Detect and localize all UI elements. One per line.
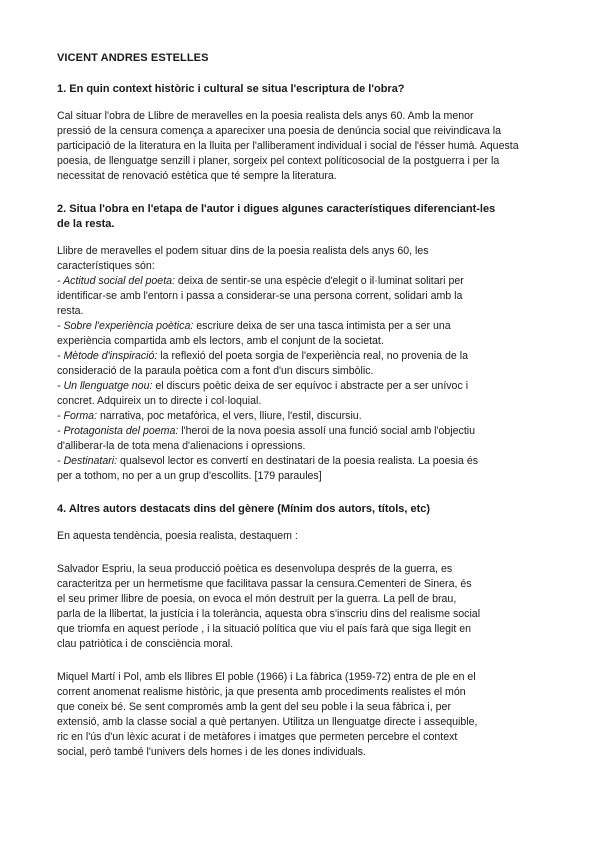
- characteristic-label: - Actitud social del poeta:: [57, 275, 175, 287]
- characteristic-continuation: resta.: [57, 305, 84, 317]
- characteristic-text: la reflexió del poeta sorgia de l'experiència real, no provenia de la: [157, 350, 468, 362]
- characteristic-text: narrativa, poc metafòrica, el vers, lliure, l'estil, discursiu.: [97, 410, 362, 422]
- heading-line: 2. Situa l'obra en l'etapa de l'autor i digues algunes característiques diferenciant-les: [57, 203, 496, 215]
- question-4-intro: En aquesta tendència, poesia realista, destaquem :: [57, 530, 298, 542]
- characteristic-item: [57, 424, 560, 439]
- characteristic-text: qualsevol lector es convertí en destinatari de la poesia realista. La poesia és: [117, 455, 479, 467]
- paragraph-line: ric en l'ús d'un lèxic acurat i de metàfores i imatges que permeten percebre el context: [57, 731, 458, 743]
- answer-line: poesia, de llenguatge senzill i planer, sorgeix pel context políticosocial de la postguerra i per la: [57, 155, 500, 167]
- paragraph-line: que triomfa en aquest període , i la situació política que viu el país farà que siga llegit en: [57, 623, 471, 635]
- characteristic-continuation: experiència compartida amb els lectors, amb el conjunt de la societat.: [57, 335, 384, 347]
- characteristic-label: - Protagonista del poema:: [57, 425, 179, 437]
- question-2-answer: [57, 244, 560, 484]
- paragraph-line: Miquel Martí i Pol, amb els llibres El poble (1966) i La fàbrica (1959-72) entra de ple en el: [57, 671, 476, 683]
- characteristic-continuation: d'alliberar-la de tota mena d'alienacions i opressions.: [57, 440, 306, 452]
- question-2-heading: [57, 202, 560, 232]
- answer-line: Cal situar l'obra de Llibre de meravelles en la poesia realista dels anys 60. Amb la menor: [57, 110, 474, 122]
- characteristic-item: [57, 409, 560, 424]
- question-1-heading: 1. En quin context històric i cultural se situa l'escriptura de l'obra?: [57, 83, 405, 95]
- characteristic-text: l'heroi de la nova poesia assolí una funció social amb l'objectiu: [178, 425, 476, 437]
- characteristic-label: - Sobre l'experiència poètica:: [57, 320, 194, 332]
- paragraph-line: Salvador Espriu, la seua producció poètica es desenvolupa després de la guerra, es: [57, 563, 453, 575]
- characteristic-item: [57, 349, 560, 364]
- characteristic-continuation: consideració de la paraula poètica com a font d'un discurs simbòlic.: [57, 365, 374, 377]
- paragraph-line: el seu primer llibre de poesia, on evoca el món destruït per la guerra. La pell de brau,: [57, 593, 457, 605]
- characteristics-list: [57, 274, 560, 484]
- characteristic-item: [57, 454, 560, 469]
- answer-line: necessitat de renovació estètica que té sempre la literatura.: [57, 170, 337, 182]
- characteristic-label: - Destinatari:: [57, 455, 118, 467]
- characteristic-text: el discurs poètic deixa de ser equívoc i abstracte per a ser unívoc i: [152, 380, 469, 392]
- intro-line: característiques són:: [57, 260, 155, 272]
- characteristic-label: - Un llenguatge nou:: [57, 380, 153, 392]
- answer-line: pressió de la censura comença a aparecixer una poesia de denúncia social que reivindicava la: [57, 125, 502, 137]
- characteristic-continuation: identificar-se amb l'entorn i passa a considerar-se una persona corrent, solidari amb la: [57, 290, 463, 302]
- characteristic-text: deixa de sentir-se una espècie d'elegit o il·luminat solitari per: [174, 275, 464, 287]
- characteristic-text: escriure deixa de ser una tasca intimista per a ser una: [193, 320, 451, 332]
- characteristic-continuation: per a tothom, no per a un grup d'escollits. [179 paraules]: [57, 470, 322, 482]
- characteristic-label: - Forma:: [57, 410, 98, 422]
- characteristic-continuation: concret. Adquireix un to directe i col·loquial.: [57, 395, 262, 407]
- paragraph-line: clau patriòtica i de consciència moral.: [57, 638, 234, 650]
- paragraph-line: parla de la llibertat, la justícia i la tolerància, aquesta obra s'inscriu dins del realisme social: [57, 608, 481, 620]
- espriu-paragraph: [57, 562, 560, 652]
- paragraph-line: extensió, amb la classe social a què pertanyen. Utilitza un llenguatge directe i assequible,: [57, 716, 478, 728]
- paragraph-line: corrent anomenat realisme històric, ja que presenta amb procediments realistes el món: [57, 686, 466, 698]
- question-1-answer: [57, 109, 560, 184]
- characteristic-label: - Mètode d'inspiració:: [57, 350, 158, 362]
- answer-line: participació de la literatura en la lluita per l'alliberament individual i social de l'ésser humà. Aquesta: [57, 140, 519, 152]
- question-4-heading: 4. Altres autors destacats dins del gènere (Mínim dos autors, títols, etc): [57, 503, 431, 515]
- document-title: VICENT ANDRES ESTELLES: [57, 52, 209, 64]
- intro-line: Llibre de meravelles el podem situar dins de la poesia realista dels anys 60, les: [57, 245, 429, 257]
- characteristic-item: [57, 274, 560, 289]
- characteristic-item: [57, 319, 560, 334]
- paragraph-line: caracteritza per un hermetisme que facilitava passar la censura.Cementeri de Sinera, és: [57, 578, 472, 590]
- marti-paragraph: [57, 670, 560, 760]
- characteristic-item: [57, 379, 560, 394]
- heading-line: de la resta.: [57, 218, 115, 230]
- paragraph-line: que coneix bé. Se sent compromés amb la gent del seu poble i la seua fàbrica i, per: [57, 701, 451, 713]
- paragraph-line: social, però també l'univers dels homes i de les dones individuals.: [57, 746, 366, 758]
